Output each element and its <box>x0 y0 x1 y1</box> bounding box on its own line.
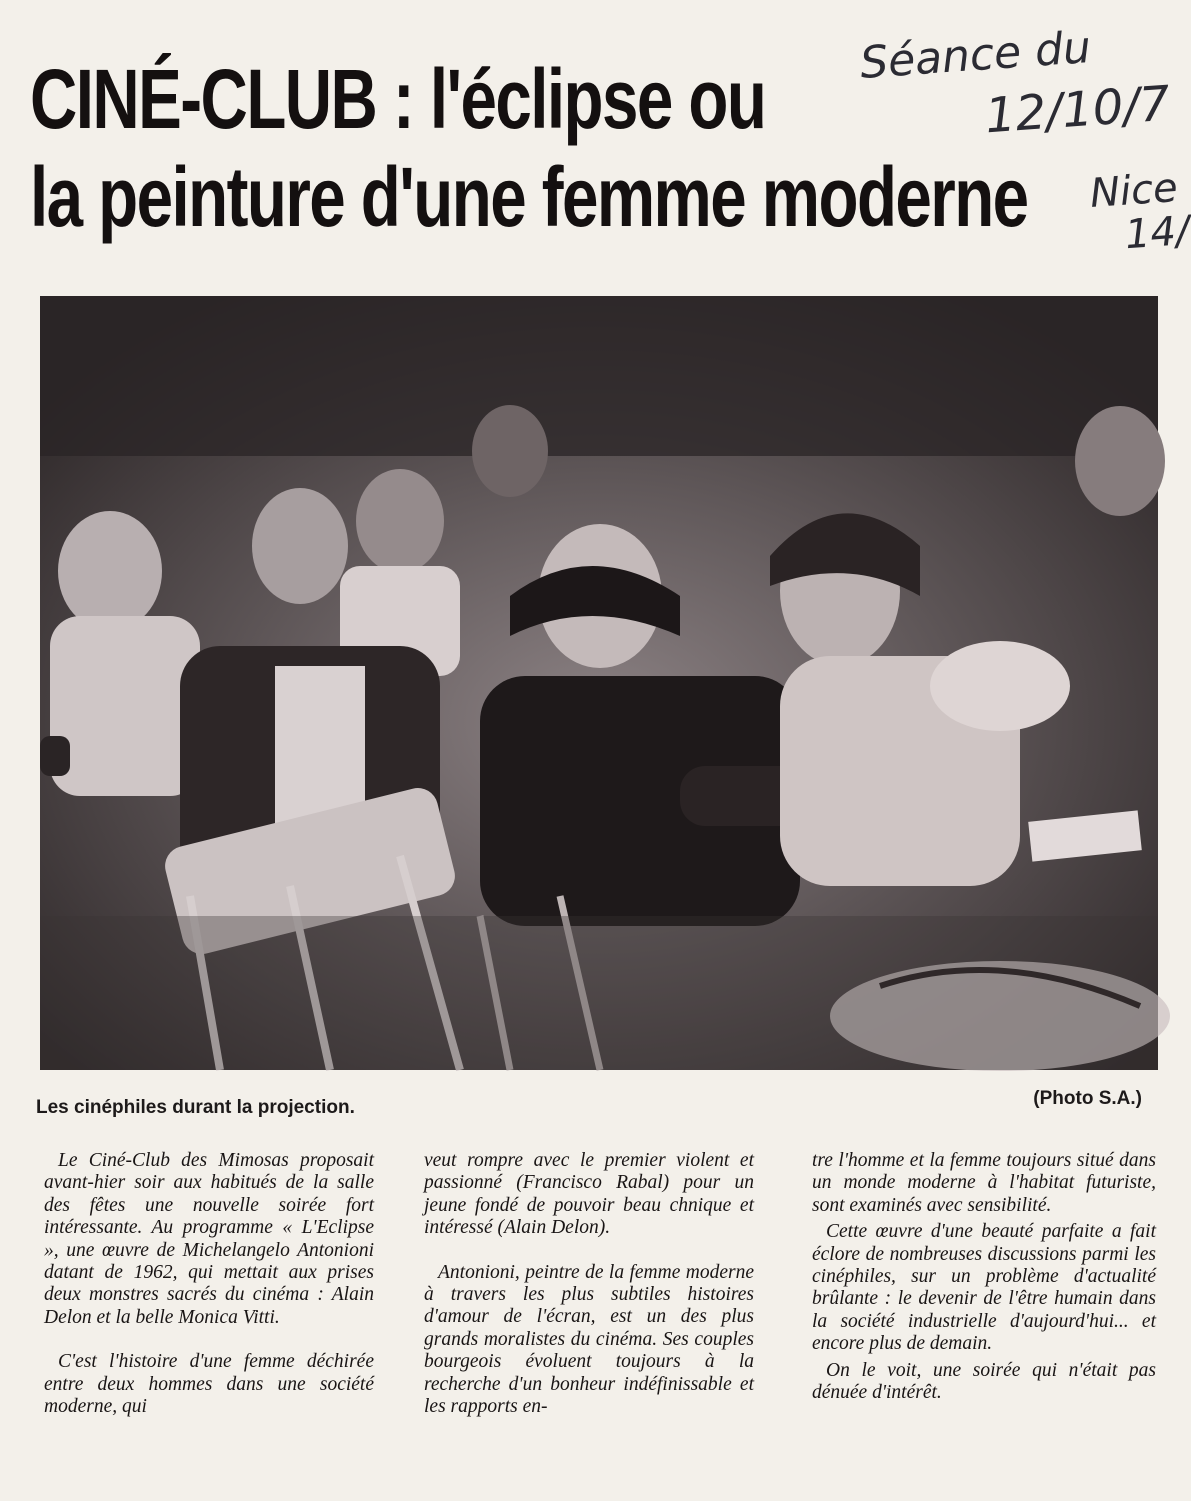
paragraph: tre l'homme et la femme toujours situé dans un monde moderne à l'habitat futuriste, sont examinés avec sensibilité. <box>812 1150 1156 1216</box>
handwritten-note-seance: Séance du <box>858 22 1093 89</box>
headline <box>30 50 1028 246</box>
article-column-2 <box>424 1150 754 1418</box>
paragraph: Antonioni, peintre de la femme moderne à travers les plus subtiles histoires d'amour de l'écran, est un des plus grands moralistes du cinéma. Ses couples bourgeois évoluent toujours à la recherche d'un bonheur indéfinissable et les rapports en- <box>424 1261 754 1418</box>
headline-line-2: la peinture d'une femme moderne <box>30 150 1028 244</box>
paragraph: veut rompre avec le premier violent et passionné (Francisco Rabal) pour un jeune fondé de pouvoir beau chnique et intéressé (Alain Delon). <box>424 1150 754 1239</box>
paragraph: Cette œuvre d'une beauté parfaite a fait éclore de nombreuses discussions parmi les cinéphiles, sur un problème d'actualité brûlante : le devenir de l'être humain dans la société industrielle d'aujourd'hui... et encore plus de demain. <box>812 1221 1156 1355</box>
paragraph: Le Ciné-Club des Mimosas proposait avant-hier soir aux habitués de la salle des fêtes une nouvelle soirée fort intéressante. Au programme « L'Eclipse », une œuvre de Michelangelo Antonioni datant de 1962, qui mettait aux prises deux monstres sacrés du cinéma : Alain Delon et la belle Monica Vitti. <box>44 1150 374 1328</box>
handwritten-note-date: 12/10/7 <box>983 75 1172 145</box>
handwritten-note-city: Nice <box>1088 164 1180 218</box>
handwritten-note-page: 14/ <box>1123 207 1191 259</box>
headline-line-1: CINÉ-CLUB : l'éclipse ou <box>30 52 766 146</box>
paragraph: C'est l'histoire d'une femme déchirée entre deux hommes dans une société moderne, qui <box>44 1351 374 1418</box>
article-column-3 <box>812 1150 1156 1404</box>
paragraph: On le voit, une soirée qui n'était pas dénuée d'intérêt. <box>812 1359 1156 1404</box>
article-column-1 <box>44 1150 374 1418</box>
photo-credit: (Photo S.A.) <box>1033 1088 1142 1109</box>
audience-photo <box>40 296 1158 1070</box>
photo-caption: Les cinéphiles durant la projection. <box>36 1097 355 1118</box>
